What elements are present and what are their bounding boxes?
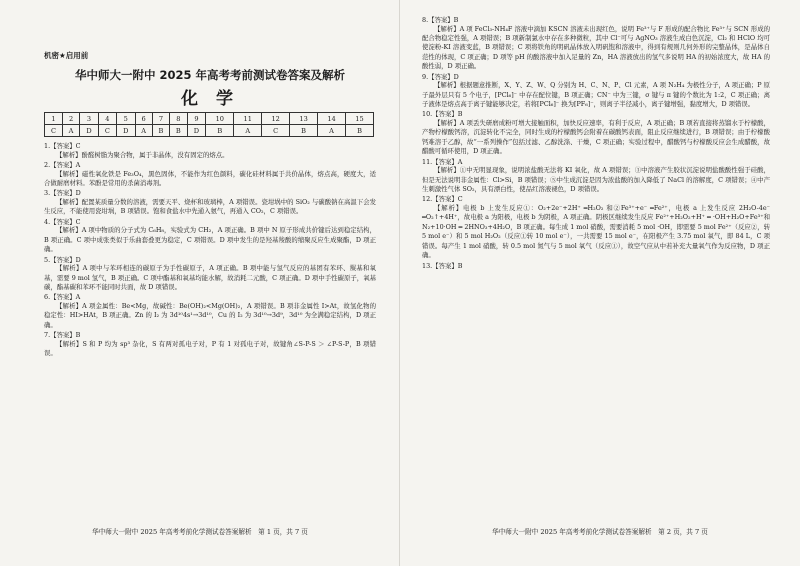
answer-line: 10.【答案】B [422,110,463,119]
question-number-cell: 11 [234,113,262,125]
question-item [44,256,376,293]
question-item [422,262,770,271]
subject-title: 化 学 [181,89,239,109]
answer-line: 6.【答案】A [44,293,81,302]
answer-cell: C [262,125,290,137]
question-item [44,161,376,188]
question-number-cell: 2 [62,113,79,125]
question-number-cell: 14 [318,113,346,125]
question-item [422,158,770,195]
question-number-cell: 5 [116,113,135,125]
question-item [44,293,376,330]
answer-line: 8.【答案】B [422,16,459,24]
answer-line: 9.【答案】D [422,72,459,81]
explanation-text: 【解析】酚醛树脂为聚合物，属于非晶体，没有固定的熔点。 [56,150,229,159]
document-title: 华中师大一附中 2025 年高考考前测试卷答案及解析 [74,68,345,82]
question-number-cell: 8 [170,113,187,125]
answer-cell: B [345,125,373,137]
explanation-text: 【解析】根据题意推断，X、Y、Z、W、Q 分别为 H、C、N、P、Cl 元素，A 项 N₂H₄ 为极性分子，A 项正确；P 原子最外层只有 5 个电子，[PCl₆]⁻ 中存在配位键，B 项正确；CN⁻ 中为三键，σ 键与 π 键的个数比为 1:2，C 项正确；离子液体是熔点高于离子键能够决定，若将[PCl₆]⁻ 换为[PF₆]⁻，则离子半径减小，离子键增强，黏度增大，D 项错误。 [422,81,770,109]
question-number-cell: 7 [152,113,169,125]
answer-line: 13.【答案】B [422,261,463,270]
explanation-text: 【解析】①中无明显现象，说明浓盐酸无法将 KI 氧化，故 A 项错误；③中溶液产生胶状沉淀说明盐酸酸性强于硅酸，但是无法说明非金属性：Cl>Si，B 项错误；⑤中生成沉淀是因为浓盐酸的加入降低了 NaCl 的溶解度，C 项错误；④中产生刺激性气体 SO₂，具有漂白性，使品红溶液褪色，D 项错误。 [422,166,770,194]
answer-cell: B [170,125,187,137]
answer-cell: A [135,125,152,137]
question-item [422,73,770,110]
question-number-cell: 6 [135,113,152,125]
question-number-cell: 15 [345,113,373,125]
page-footer: 华中师大一附中 2025 年高考考前化学测试卷答案解析 第 1 页，共 7 页 [92,528,308,536]
question-item [44,142,376,160]
answer-cell: D [116,125,135,137]
explanation-text: 【解析】配置某质量分数的溶液，需要天平、烧杯和玻璃棒，A 项错误。瓷坩埚中的 SiO₂ 与碳酸钠在高温下会发生反应，不能使用瓷坩埚，B 项错误。饱和食盐水中先通入氨气，再通入 CO₂，C 项错误。 [44,198,376,216]
answer-line: 3.【答案】D [44,189,81,198]
answer-cell: B [152,125,169,137]
answer-cell: A [62,125,79,137]
explanation-text: 【解析】A 项丢失研磨成粉可增大接触面积，加快反应速率，有利于反应，A 项正确；B 项若直接将蒸馏水于柠檬酸，产物柠檬酸钙溶，沉淀转化不完全，同时生成的柠檬酸钙会附着在碳酸钙表面，阻止反应继续进行，B 项错误；由于柠檬酸钙难溶于乙醇，故“一系列操作”包括过滤、乙醇洗涤、干燥，C 项正确；实验过程中，醋酸钙与柠檬酸反应会生成醋酸，故醋酸可循环使用，D 项正确。 [422,119,770,156]
explanation-text: 【解析】A 项中物质的分子式为 C₆H₈，实验式为 CH₂，A 项正确。B 项中 N 原子形成共价键后达到稳定结构，B 项正确。C 项中成张类似于乐曲套叠更为稳定，C 项错误。D 项中发生的是羟基羧酸的缩聚反应生成聚酯，D 项正确。 [44,226,376,254]
question-item [44,218,376,255]
left-explanations [44,142,376,359]
answer-line: 12.【答案】C [422,195,463,204]
answer-cell: C [45,125,63,137]
question-number-cell: 13 [290,113,318,125]
question-number-cell: 12 [262,113,290,125]
right-explanations [422,16,770,270]
answer-line: 11.【答案】A [422,157,463,166]
answer-cell: B [290,125,318,137]
explanation-text: 【解析】A 项 FeCl₃-NH₄F 溶液中滴加 KSCN 溶液未出现红色，说明 Fe³⁺与 F 形成的配合物比 Fe³⁺与 SCN 形成的配合物稳定性强，A 项错误；B 项新制氯水中存在多种微粒，其中 Cl⁻可与 AgNO₃ 溶液生成白色沉淀，Cl₂ 和 HClO 均可使淀粉-KI 溶液变蓝，B 项错误；C 项将铁角的明矾晶体放入明矾饱和溶液中，得到有规则几何外形的完整晶体，是晶体自范性的体现，C 项正确；D 项等 pH 的酸溶液中加入足量的 Zn，HA 溶液放出的氢气多说明 HA 的初始浓度大，故 HA 的酸性弱，D 项正确。 [422,24,770,71]
explanation-text: 【解析】S 和 P 均为 sp³ 杂化，S 有两对孤电子对，P 有 1 对孤电子对，故键角∠S-P-S ＞ ∠P-S-P，B 项错误。 [44,339,376,358]
answer-cell: A [318,125,346,137]
question-number-cell: 1 [45,113,63,125]
question-item [422,16,770,72]
answer-key-table [44,112,374,137]
explanation-text: 【解析】磁性氧化铁是 Fe₃O₄，黑色固体，不能作为红色颜料，碳化硅材料属于共价晶体，熔点高，硬度大，适合做耐磨材料。苯酚是常用的杀菌消毒剂。 [44,169,376,187]
answer-cell: D [80,125,99,137]
explanation-text: 【解析】电极 b 上发生反应①：O₂+2e⁻+2H⁺ ═H₂O₂ 和②Fe³⁺+e⁻ ═Fe²⁺，电极 a 上发生反应 2H₂O-4e⁻ ═O₂↑+4H⁺，故电极 a 为阳极，电极 b 为阴极，A 项正确。阴极区继续发生反应 Fe²⁺+H₂O₂+H⁺ ═ ·OH+H₂O+Fe³⁺和 N₂+10·OH ═ 2HNO₃+4H₂O，B 项正确。每生成 1 mol 硝酸，需要消耗 5 mol ·OH，即需要 5 mol Fe²⁺（反应②，转 5 mol e⁻）和 5 mol H₂O₂（反应①转 10 mol e⁻），一共需要 15 mol e⁻，在阳极产生 3.75 mol 氧气，即 84 L，C 项错误。每产生 1 mol 硝酸，转 0.5 mol 氮气与 5 mol 氧气（反应①），故空气应从中若补充大量氧气作为反应物，D 项正确。 [422,204,770,260]
answer-cell: B [206,125,234,137]
answer-cell: C [98,125,116,137]
question-number-cell: 4 [98,113,116,125]
page-2 [400,0,800,566]
answer-cell: D [187,125,206,137]
question-number-cell: 9 [187,113,206,125]
question-number-cell: 3 [80,113,99,125]
answer-line: 4.【答案】C [44,217,81,226]
question-number-row [45,113,374,125]
answer-row [45,125,374,137]
answer-line: 5.【答案】D [44,255,81,264]
question-item [44,331,376,358]
explanation-text: 【解析】A 项金属性：Be<Mg，故碱性：Be(OH)₂<Mg(OH)₂，A 项错误。B 项非金属性 I>At，故氢化物的稳定性：HI>HAt，B 项正确。Zn 的 I₂ 为 3d¹⁰4s¹→3d¹⁰，Cu 的 I₂ 为 3d¹⁰→3d⁹，3d¹⁰ 为全满稳定结构，D 项正确。 [44,302,376,329]
question-item [44,189,376,216]
confidential-mark: 机密★启用前 [44,51,89,60]
answer-line: 2.【答案】A [44,161,81,169]
answer-line: 1.【答案】C [44,142,81,150]
answer-cell: A [234,125,262,137]
page-footer: 华中师大一附中 2025 年高考考前化学测试卷答案解析 第 2 页，共 7 页 [492,528,708,536]
question-number-cell: 10 [206,113,234,125]
question-item [422,110,770,156]
answer-line: 7.【答案】B [44,331,81,340]
explanation-text: 【解析】A 项中与苯环相连的碳原子为手性碳原子，A 项正确。B 项中能与氢气反应的基团有苯环、羰基和氧基，需要 9 mol 氢气，B 项正确。C 项中酯基和氧基均能水解，故消耗二元酸，C 项正确。D 项中手性碳原子，氧基碳，酯基碳和苯环不能同时共面，故 D 项错误。 [44,264,376,292]
question-item [422,195,770,260]
